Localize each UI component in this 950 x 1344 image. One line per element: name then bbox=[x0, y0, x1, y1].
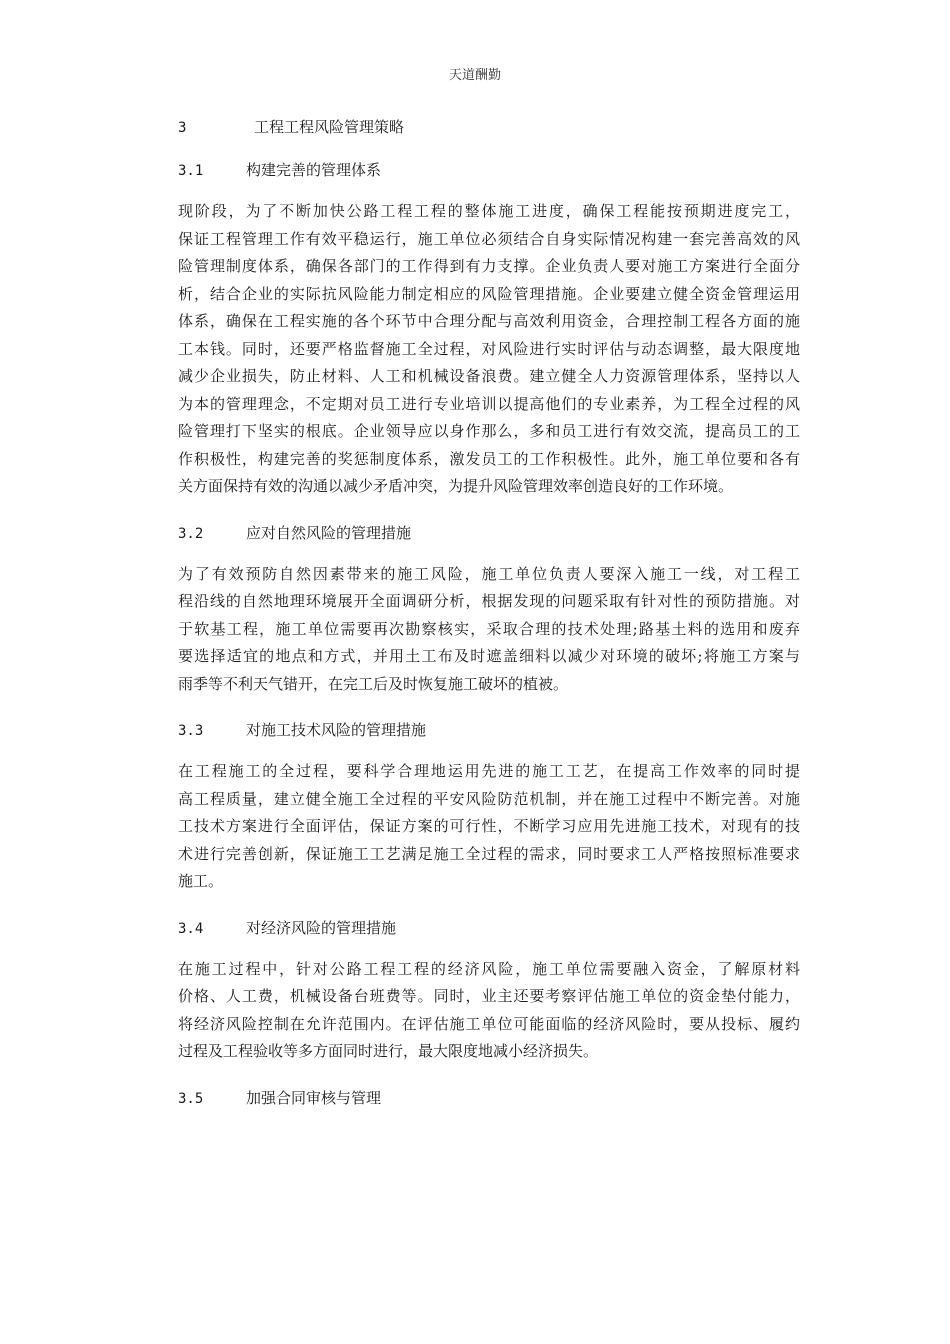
paragraph-line: 施工。 bbox=[178, 872, 224, 890]
section-heading-3 bbox=[178, 112, 800, 143]
paragraph-3-1 bbox=[178, 198, 800, 501]
paragraph-line: 工本钱。同时，还要严格监督施工全过程，对风险进行实时评估与动态调整，最大限度地 bbox=[178, 339, 800, 358]
paragraph-line: 减少企业损失，防止材料、人工和机械设备浪费。建立健全人力资源管理体系，坚持以人 bbox=[178, 367, 800, 385]
paragraph-line: 为了有效预防自然因素带来的施工风险，施工单位负责人要深入施工一线，对工程工 bbox=[178, 564, 800, 583]
section-heading-3-4 bbox=[178, 913, 800, 944]
paragraph-line: 术进行完善创新，保证施工工艺满足施工全过程的需求，同时要求工人严格按照标准要求 bbox=[178, 844, 800, 863]
paragraph-line: 程沿线的自然地理环境展开全面调研分析，根据发现的问题采取有针对性的预防措施。对 bbox=[178, 592, 800, 610]
section-heading-3-2 bbox=[178, 518, 800, 549]
paragraph-line: 要选择适宜的地点和方式，并用土工布及时遮盖细料以减少对环境的破坏;将施工方案与 bbox=[178, 647, 800, 665]
section-title: 对施工技术风险的管理措施 bbox=[246, 721, 427, 739]
paragraph-line: 析，结合企业的实际抗风险能力制定相应的风险管理措施。企业要建立健全资金管理运用 bbox=[178, 284, 800, 303]
paragraph-line: 在工程施工的全过程，要科学合理地运用先进的施工工艺，在提高工作效率的同时提 bbox=[178, 762, 800, 780]
paragraph-3-2 bbox=[178, 561, 800, 699]
paragraph-line: 险管理打下坚实的根底。企业领导应以身作那么，多和员工进行有效交流，提高员工的工 bbox=[178, 422, 800, 440]
section-title: 工程工程风险管理策略 bbox=[254, 118, 405, 136]
section-number: 3 bbox=[178, 120, 187, 136]
section-title: 加强合同审核与管理 bbox=[246, 1088, 382, 1107]
paragraph-line: 于软基工程，施工单位需要再次勘察核实，采取合理的技术处理;路基土料的选用和废弃 bbox=[178, 619, 800, 638]
paragraph-line: 现阶段，为了不断加快公路工程工程的整体施工进度，确保工程能按预期进度完工， bbox=[178, 202, 800, 220]
paragraph-line: 价格、人工费，机械设备台班费等。同时，业主还要考察评估施工单位的资金垫付能力， bbox=[178, 987, 800, 1005]
section-number: 3.5 bbox=[178, 1090, 204, 1107]
paragraph-line: 将经济风险控制在允许范围内。在评估施工单位可能面临的经济风险时，要从投标、履约 bbox=[178, 1014, 800, 1033]
paragraph-line: 险管理制度体系，确保各部门的工作得到有力支撑。企业负责人要对施工方案进行全面分 bbox=[178, 257, 800, 275]
paragraph-line: 过程及工程验收等多方面同时进行，最大限度地减小经济损失。 bbox=[178, 1042, 599, 1060]
section-heading-3-3 bbox=[178, 715, 800, 746]
paragraph-line: 为本的管理理念，不定期对员工进行专业培训以提高他们的专业素养，为工程全过程的风 bbox=[178, 394, 800, 413]
document-body bbox=[178, 112, 800, 1126]
section-title: 应对自然风险的管理措施 bbox=[246, 523, 412, 542]
paragraph-3-4 bbox=[178, 956, 800, 1066]
section-heading-3-1 bbox=[178, 155, 800, 186]
section-title: 对经济风险的管理措施 bbox=[246, 918, 397, 937]
paragraph-3-3 bbox=[178, 758, 800, 896]
paragraph-line: 高工程质量，建立健全施工全过程的平安风险防范机制，并在施工过程中不断完善。对施 bbox=[178, 789, 800, 808]
section-title: 构建完善的管理体系 bbox=[246, 161, 382, 179]
paragraph-line: 关方面保持有效的沟通以减少矛盾冲突，为提升风险管理效率创造良好的工作环境。 bbox=[178, 477, 734, 495]
section-number: 3.3 bbox=[178, 723, 204, 739]
paragraph-line: 在施工过程中，针对公路工程工程的经济风险，施工单位需要融入资金，了解原材料 bbox=[178, 959, 800, 978]
paragraph-line: 雨季等不利天气错开，在完工后及时恢复施工破坏的植被。 bbox=[178, 674, 569, 693]
section-number: 3.2 bbox=[178, 525, 204, 542]
section-number: 3.4 bbox=[178, 920, 204, 937]
section-number: 3.1 bbox=[178, 163, 204, 179]
paragraph-line: 工技术方案进行全面评估，保证方案的可行性，不断学习应用先进施工技术，对现有的技 bbox=[178, 817, 800, 835]
paragraph-line: 体系，确保在工程实施的各个环节中合理分配与高效利用资金，合理控制工程各方面的施 bbox=[178, 312, 800, 330]
paragraph-line: 保证工程管理工作有效平稳运行，施工单位必须结合自身实际情况构建一套完善高效的风 bbox=[178, 229, 800, 248]
page-header: 天道酬勤 bbox=[448, 68, 501, 83]
section-heading-3-5 bbox=[178, 1083, 800, 1114]
paragraph-line: 作积极性，构建完善的奖惩制度体系，激发员工的工作积极性。此外，施工单位要和各有 bbox=[178, 449, 800, 468]
